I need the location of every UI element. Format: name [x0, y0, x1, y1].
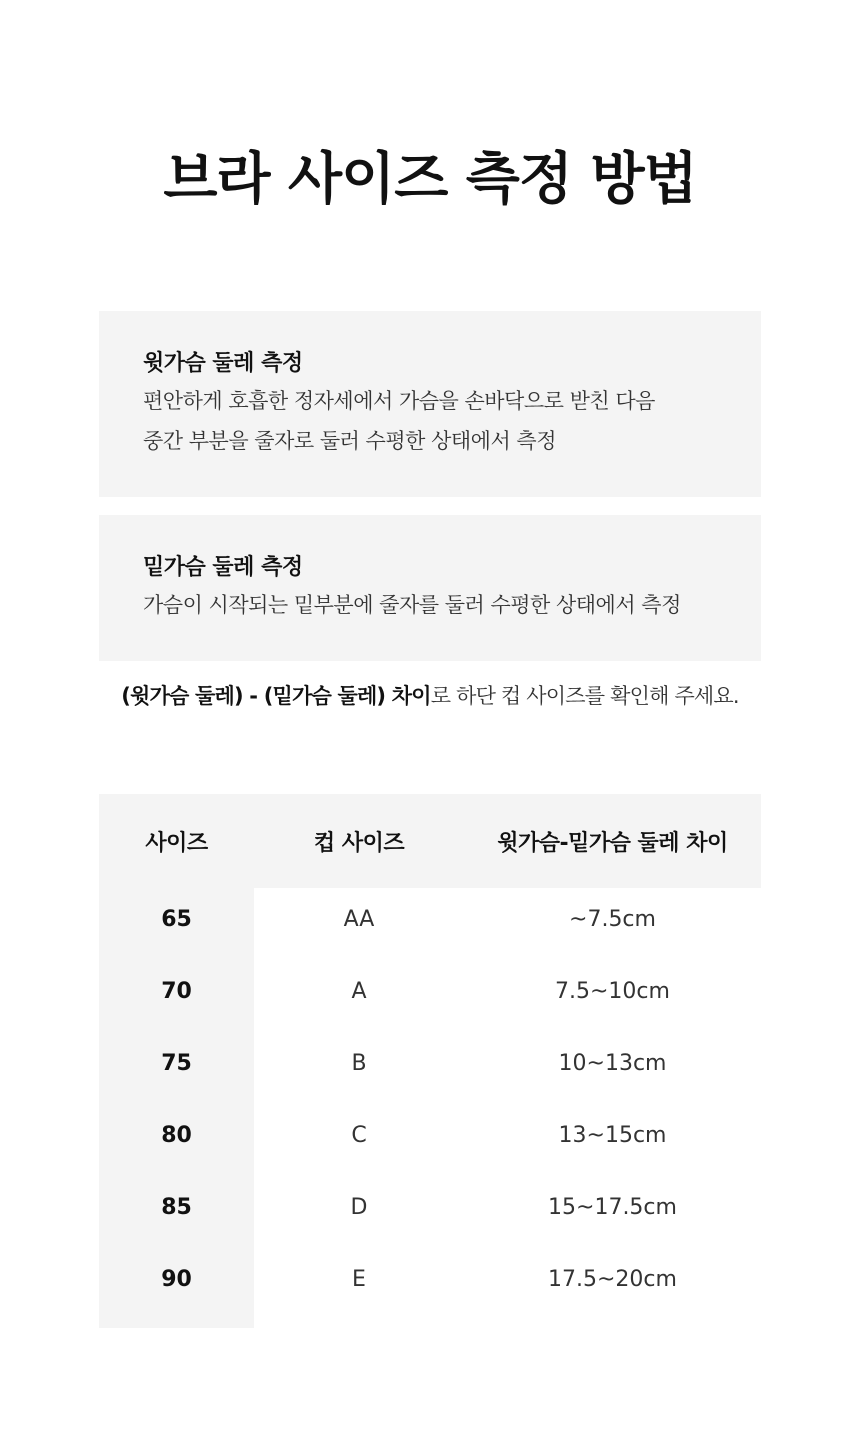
header-bust-difference: 윗가슴-밑가슴 둘레 차이: [497, 831, 728, 856]
cell-difference: 15~17.5cm: [548, 1195, 677, 1220]
cell-difference: 17.5~20cm: [548, 1267, 677, 1292]
cell-size: 85: [161, 1195, 192, 1220]
table-row: [99, 1032, 761, 1104]
cell-difference: 13~15cm: [558, 1123, 667, 1148]
cell-difference: ~7.5cm: [569, 907, 656, 932]
header-size: 사이즈: [145, 831, 208, 856]
cell-size: 70: [161, 979, 192, 1004]
cell-size: 65: [161, 907, 192, 932]
upper-bust-instruction-line-2: 중간 부분을 줄자로 둘러 수평한 상태에서 측정: [143, 429, 556, 453]
table-row: [99, 888, 761, 960]
cell-cup: E: [352, 1267, 366, 1292]
upper-bust-heading: 윗가슴 둘레 측정: [143, 351, 303, 376]
cell-cup: B: [351, 1051, 367, 1076]
under-bust-heading: 밑가슴 둘레 측정: [143, 555, 303, 580]
table-row: [99, 1176, 761, 1248]
under-bust-instruction-line-1: 가슴이 시작되는 밑부분에 줄자를 둘러 수평한 상태에서 측정: [143, 593, 681, 617]
table-row: [99, 1104, 761, 1176]
cell-cup: C: [351, 1123, 367, 1148]
upper-bust-panel: [99, 311, 761, 497]
size-table: [99, 794, 761, 1328]
cell-cup: A: [351, 979, 367, 1004]
cup-size-note: [0, 676, 860, 716]
cell-size: 90: [161, 1267, 192, 1292]
upper-bust-instruction-line-1: 편안하게 호흡한 정자세에서 가슴을 손바닥으로 받친 다음: [143, 389, 655, 413]
cup-size-note-text: 로 하단 컵 사이즈를 확인해 주세요.: [430, 684, 739, 708]
cell-size: 80: [161, 1123, 192, 1148]
page-title: 브라 사이즈 측정 방법: [163, 147, 697, 212]
cell-size: 75: [161, 1051, 192, 1076]
table-row: [99, 1248, 761, 1320]
cell-difference: 7.5~10cm: [555, 979, 670, 1004]
cup-size-note-formula: (윗가슴 둘레) - (밑가슴 둘레) 차이: [121, 684, 431, 708]
under-bust-panel: [99, 515, 761, 661]
table-row: [99, 960, 761, 1032]
cell-difference: 10~13cm: [558, 1051, 667, 1076]
header-cup-size: 컵 사이즈: [313, 831, 405, 856]
cell-cup: D: [350, 1195, 368, 1220]
cell-cup: AA: [343, 907, 375, 932]
